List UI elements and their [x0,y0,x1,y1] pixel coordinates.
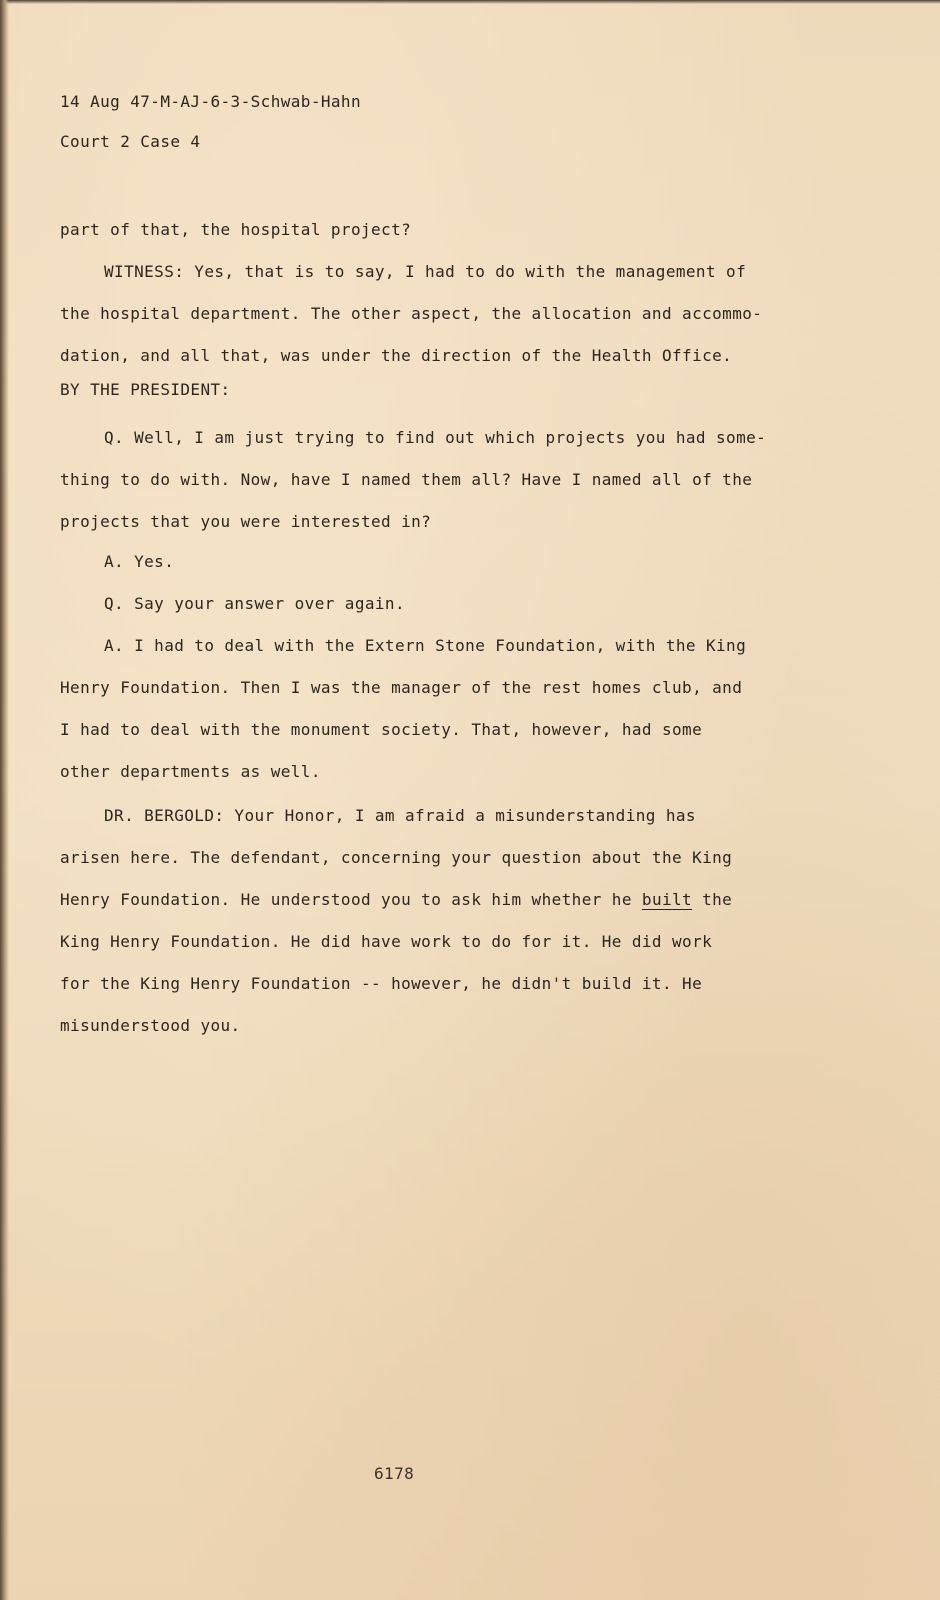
transcript-line: I had to deal with the monument society. That, however, had some [60,720,703,739]
transcript-line: the hospital department. The other aspect, the allocation and accommo- [60,304,763,323]
speaker-heading: BY THE PRESIDENT: [60,380,231,399]
line-text: Henry Foundation. He understood you to ask him whether he [60,890,642,909]
transcript-line: WITNESS: Yes, that is to say, I had to do with the management of [104,262,747,281]
underlined-word: built [641,890,693,909]
page-number: 6178 [374,1464,415,1483]
transcript-line: Q. Say your answer over again. [104,594,405,613]
page-top-edge [0,0,940,4]
transcript-line: Q. Well, I am just trying to find out which projects you had some- [104,428,767,447]
transcript-line: A. Yes. [104,552,175,571]
transcript-line: King Henry Foundation. He did have work to do for it. He did work [60,932,713,951]
transcript-line: part of that, the hospital project? [60,220,412,239]
transcript-line: for the King Henry Foundation -- however, he didn't build it. He [60,974,703,993]
transcript-line: Henry Foundation. Then I was the manager of the rest homes club, and [60,678,743,697]
transcript-line: dation, and all that, was under the direction of the Health Office. [60,346,733,365]
transcript-line: thing to do with. Now, have I named them all? Have I named all of the [60,470,753,489]
transcript-line: A. I had to deal with the Extern Stone Foundation, with the King [104,636,747,655]
transcript-line: other departments as well. [60,762,321,781]
transcript-line: projects that you were interested in? [60,512,432,531]
file-reference: 14 Aug 47-M-AJ-6-3-Schwab-Hahn [60,92,361,111]
court-case-label: Court 2 Case 4 [60,132,201,151]
line-text-end: the [692,890,733,909]
page-left-edge [0,0,9,1600]
transcript-line: arisen here. The defendant, concerning your question about the King [60,848,733,867]
transcript-line: DR. BERGOLD: Your Honor, I am afraid a misunderstanding has [104,806,696,825]
transcript-line: misunderstood you. [60,1016,241,1035]
transcript-line [60,890,732,909]
